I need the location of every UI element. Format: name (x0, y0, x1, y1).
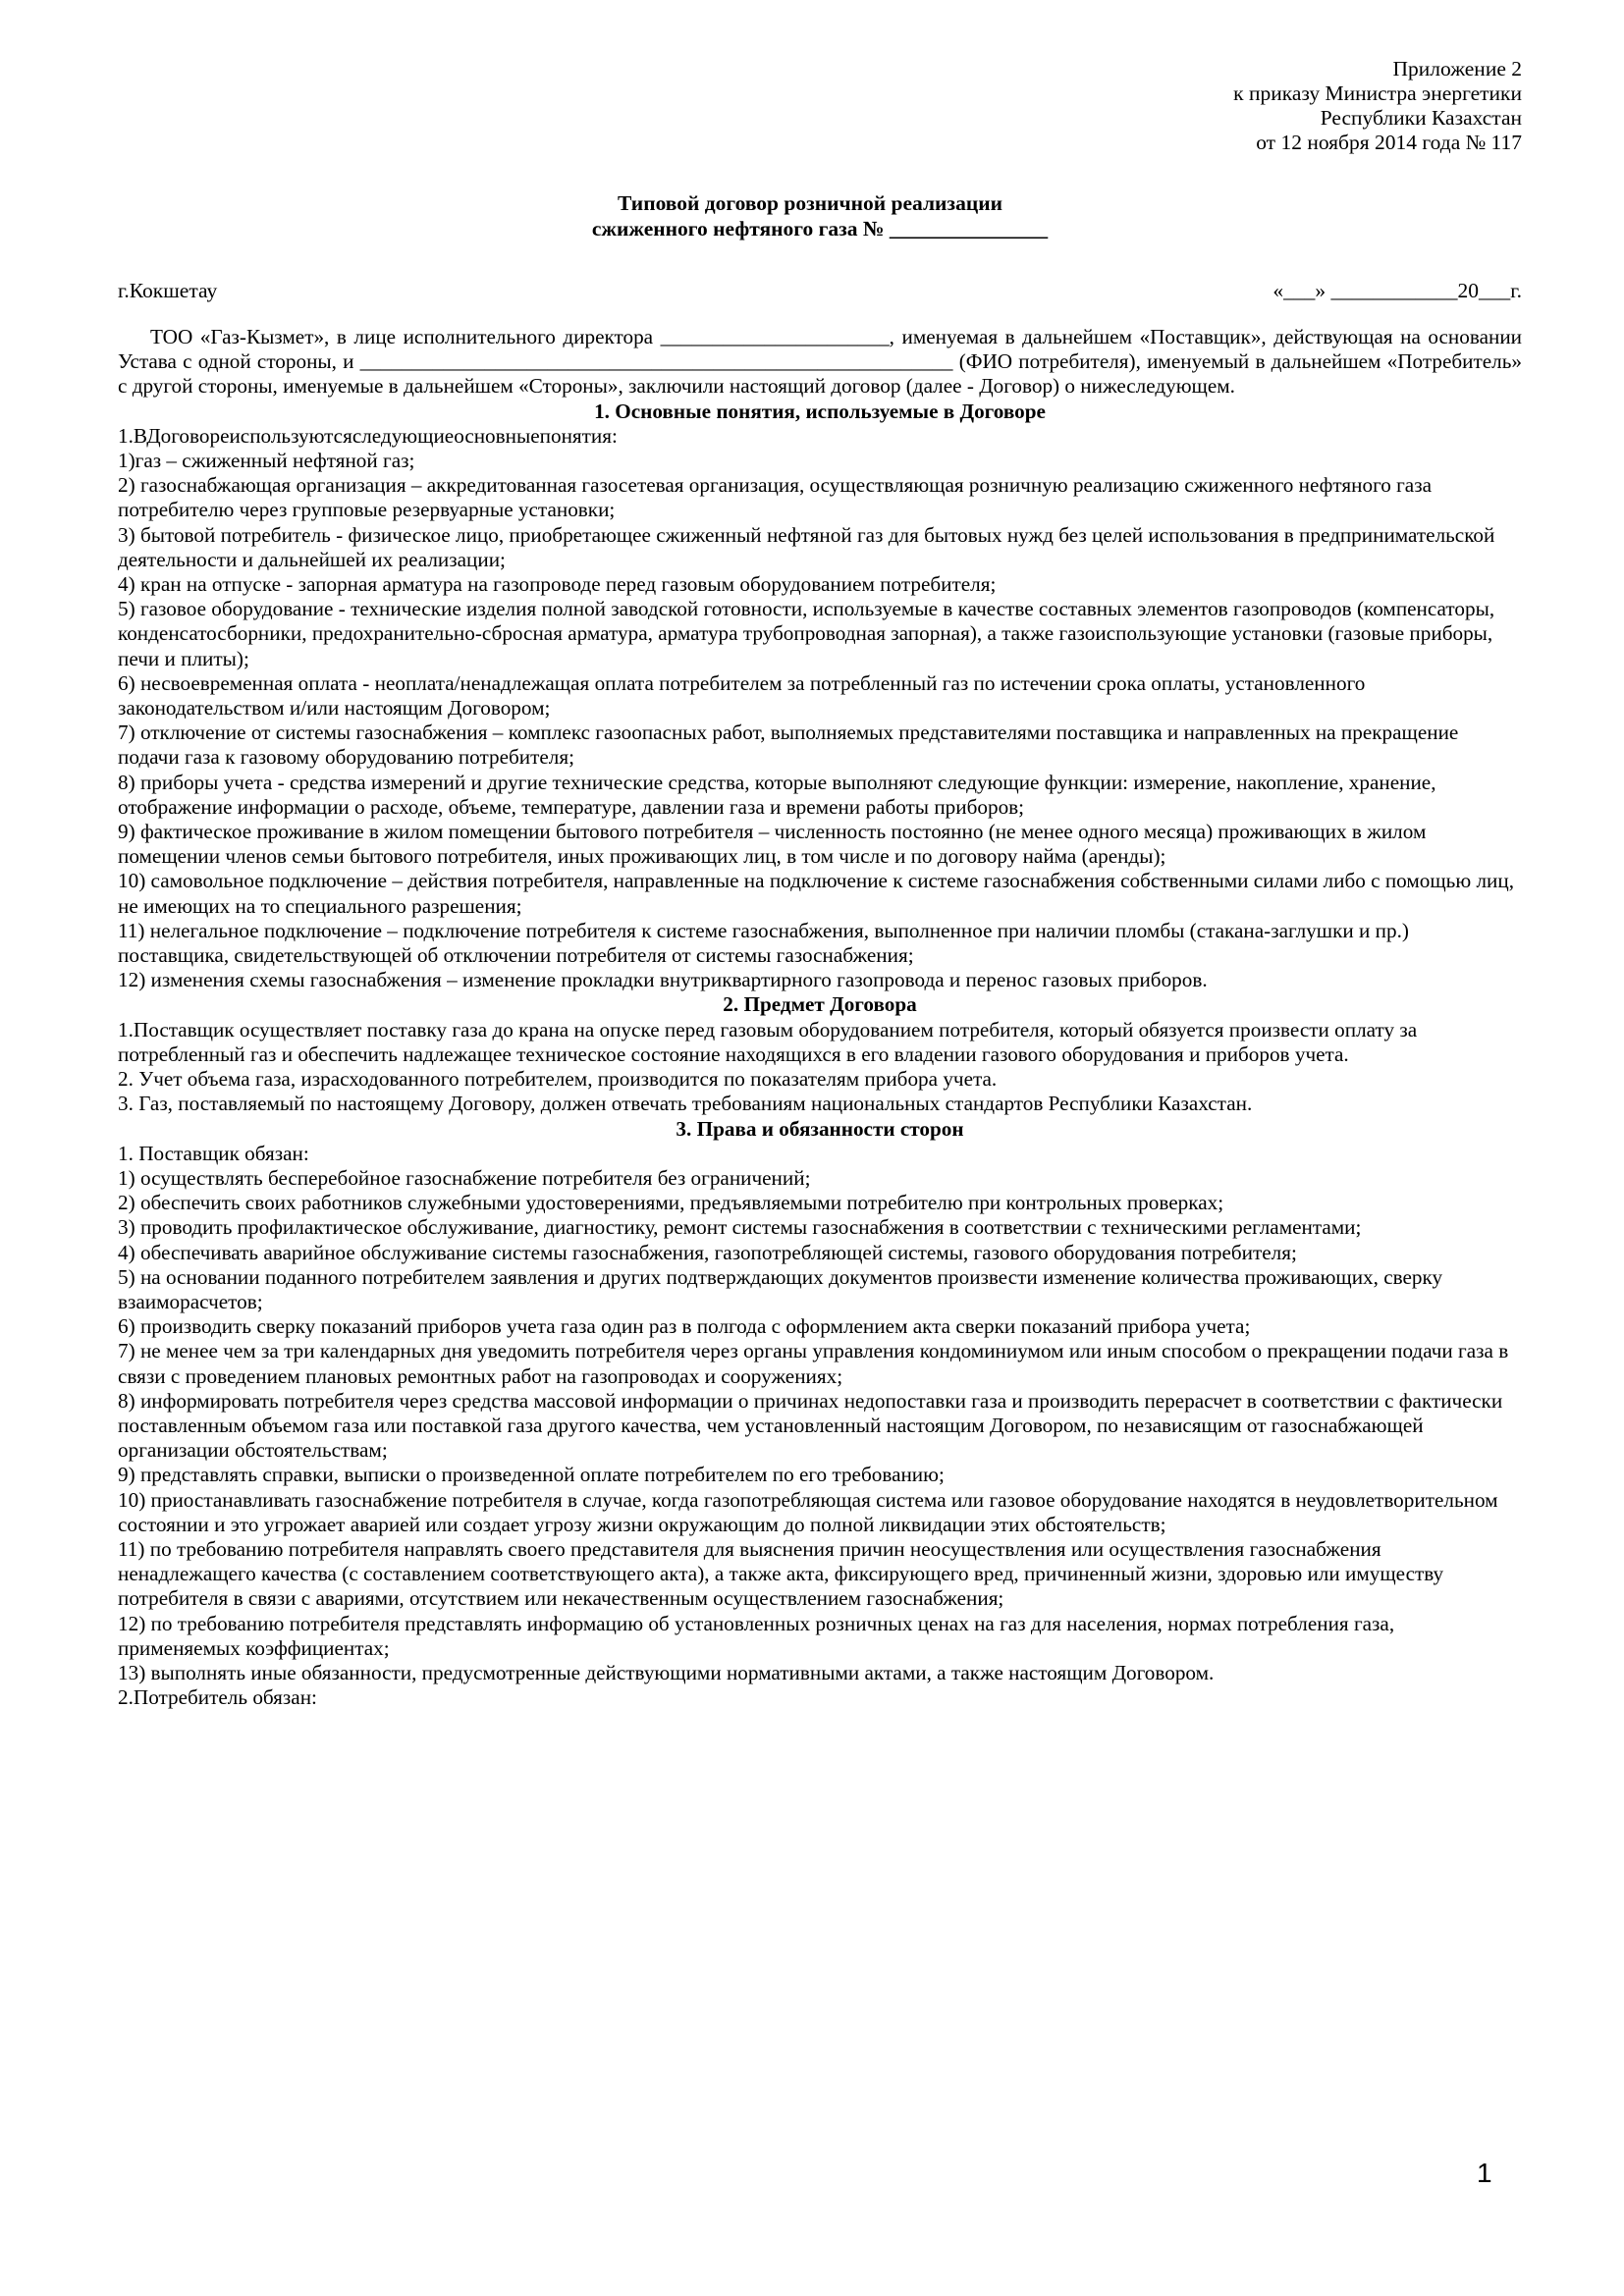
clause-paragraph: 2) газоснабжающая организация – аккредитованная газосетевая организация, осуществляющая розничную реализацию сжиженного нефтяного газа потребителю через групповые резервуарные установки; (118, 473, 1432, 522)
clause-paragraph: 5) на основании поданного потребителем заявления и других подтверждающих документов произвести изменение количества проживающих, сверку взаиморасчетов; (118, 1264, 1443, 1313)
place-date-row (118, 278, 1522, 303)
date-of-signing: «___» ____________20___г. (1272, 279, 1522, 302)
clause-paragraph: 4) обеспечивать аварийное обслуживание системы газоснабжения, газопотребляющей системы, газового оборудования потребителя; (118, 1240, 1297, 1264)
title-line: Типовой договор розничной реализации (618, 191, 1002, 215)
section-heading: 1. Основные понятия, используемые в Договоре (594, 399, 1046, 423)
clause-paragraph: 3. Газ, поставляемый по настоящему Договору, должен отвечать требованиям национальных стандартов Республики Казахстан. (118, 1092, 1253, 1116)
clause-paragraph: 3) бытовой потребитель - физическое лицо, приобретающее сжиженный нефтяной газ для бытовых нужд без целей использования в предпринимательской деятельности и дальнейшей их реализации; (118, 522, 1495, 571)
intro-paragraph: ТОО «Газ-Кызмет», в лице исполнительного директора ______________________, именуемая в дальнейшем «Поставщик», действующая на основании Устава с одной стороны, и _________________________________________________________ (ФИО потребителя), именуемый в дальнейшем «Потребитель» с другой стороны, именуемые в дальнейшем «Стороны», заключили настоящий договор (далее - Договор) о нижеследующем. (118, 325, 1522, 399)
approval-block (118, 57, 1522, 155)
clause-paragraph: 2.Потребитель обязан: (118, 1685, 317, 1710)
place-of-signing: г.Кокшетау (118, 279, 218, 302)
clause-paragraph: 1.ВДоговореиспользуютсяследующиеосновныепонятия: (118, 423, 618, 448)
clause-paragraph: 13) выполнять иные обязанности, предусмотренные действующими нормативными актами, а также настоящим Договором. (118, 1660, 1215, 1684)
clause-paragraph: 3) проводить профилактическое обслуживание, диагностику, ремонт системы газоснабжения в соответствии с техническими регламентами; (118, 1215, 1362, 1240)
clause-paragraph: 1. Поставщик обязан: (118, 1141, 309, 1165)
clause-paragraph: 1)газ – сжиженный нефтяной газ; (118, 449, 415, 473)
page-content (118, 57, 1522, 1710)
clause-paragraph: 6) несвоевременная оплата - неоплата/ненадлежащая оплата потребителем за потребленный газ по истечении срока оплаты, установленного законодательством и/или настоящим Договором; (118, 670, 1366, 721)
document-title (118, 190, 1522, 241)
approval-line: Республики Казахстан (1320, 106, 1522, 130)
document-body (118, 325, 1522, 1710)
clause-paragraph: 8) информировать потребителя через средства массовой информации о причинах недопоставки газа и производить перерасчет в соответствии с фактически поставленным объемом газа или поставкой газа другого качества, чем установленный настоящим Договором, по независящим от газоснабжающей организации обстоятельствам; (118, 1388, 1503, 1463)
clause-paragraph: 1.Поставщик осуществляет поставку газа до крана на опуске перед газовым оборудованием потребителя, который обязуется произвести оплату за потребленный газ и обеспечить надлежащее техническое состояние находящихся в его владении газового оборудования и приборов учета. (118, 1017, 1418, 1066)
clause-paragraph: 2) обеспечить своих работников служебными удостоверениями, предъявляемыми потребителю при контрольных проверках; (118, 1191, 1224, 1215)
clause-paragraph: 9) фактическое проживание в жилом помещении бытового потребителя – численность постоянно (не менее одного месяца) проживающих в жилом помещении членов семьи бытового потребителя, иных проживающих лиц, в том числе и по договору найма (аренды); (118, 820, 1427, 869)
approval-line: от 12 ноября 2014 года № 117 (1256, 131, 1522, 154)
approval-line: Приложение 2 (1392, 57, 1522, 80)
clause-paragraph: 2. Учет объема газа, израсходованного потребителем, производится по показателям прибора учета. (118, 1067, 998, 1092)
section-heading: 3. Права и обязанности сторон (676, 1116, 964, 1141)
clause-paragraph: 9) представлять справки, выписки о произведенной оплате потребителем по его требованию; (118, 1463, 945, 1487)
clause-paragraph: 11) нелегальное подключение – подключение потребителя к системе газоснабжения, выполненное при наличии пломбы (стакана-заглушки и пр.) поставщика, свидетельствующей об отключении потребителя от системы газоснабжения; (118, 918, 1409, 968)
clause-paragraph: 10) самовольное подключение – действия потребителя, направленные на подключение к системе газоснабжения собственными силами либо с помощью лиц, не имеющих на то специального разрешения; (118, 869, 1515, 918)
clause-paragraph: 10) приостанавливать газоснабжение потребителя в случае, когда газопотребляющая система или газовое оборудование находятся в неудовлетворительном состоянии и это угрожает аварией или создает угрозу жизни окружающим до полной ликвидации этих обстоятельств; (118, 1487, 1498, 1536)
clause-paragraph: 12) изменения схемы газоснабжения – изменение прокладки внутриквартирного газопровода и перенос газовых приборов. (118, 968, 1208, 992)
clause-paragraph: 6) производить сверку показаний приборов учета газа один раз в полгода с оформлением акта сверки показаний прибора учета; (118, 1314, 1251, 1339)
clause-paragraph: 4) кран на отпуске - запорная арматура на газопроводе перед газовым оборудованием потребителя; (118, 572, 997, 597)
clause-paragraph: 5) газовое оборудование - технические изделия полной заводской готовности, используемые в качестве составных элементов газопроводов (компенсаторы, конденсатосборники, предохранительно-сбросная арматура, арматура трубопроводная запорная), а также газоиспользующие установки (газовые приборы, печи и плиты); (118, 597, 1495, 670)
page-number: 1 (1477, 2158, 1492, 2188)
clause-paragraph: 7) отключение от системы газоснабжения – комплекс газоопасных работ, выполняемых представителями поставщика и направленных на прекращение подачи газа к газовому оборудованию потребителя; (118, 721, 1459, 770)
clause-paragraph: 11) по требованию потребителя направлять своего представителя для выяснения причин неосуществления или осуществления газоснабжения ненадлежащего качества (с составлением соответствующего акта), а также акта, фиксирующего вред, причиненный жизни, здоровью или имуществу потребителя в связи с авариями, отсутствием или некачественным осуществлением газоснабжения; (118, 1536, 1444, 1611)
clause-paragraph: 8) приборы учета - средства измерений и другие технические средства, которые выполняют следующие функции: измерение, накопление, хранение, отображение информации о расходе, объеме, температуре, давлении газа и времени работы приборов; (118, 770, 1436, 819)
section-heading: 2. Предмет Договора (723, 992, 917, 1017)
clause-paragraph: 12) по требованию потребителя представлять информацию об установленных розничных ценах на газ для населения, нормах потребления газа, применяемых коэффициентах; (118, 1611, 1395, 1660)
clause-paragraph: 1) осуществлять бесперебойное газоснабжение потребителя без ограничений; (118, 1165, 811, 1190)
title-line: сжиженного нефтяного газа № _______________ (591, 217, 1049, 240)
clause-paragraph: 7) не менее чем за три календарных дня уведомить потребителя через органы управления кондоминиумом или иным способом о прекращении подачи газа в связи с проведением плановых ремонтных работ на газопроводах и сооружениях; (118, 1339, 1509, 1388)
approval-line: к приказу Министра энергетики (1233, 81, 1522, 105)
sections-container (118, 400, 1522, 1711)
